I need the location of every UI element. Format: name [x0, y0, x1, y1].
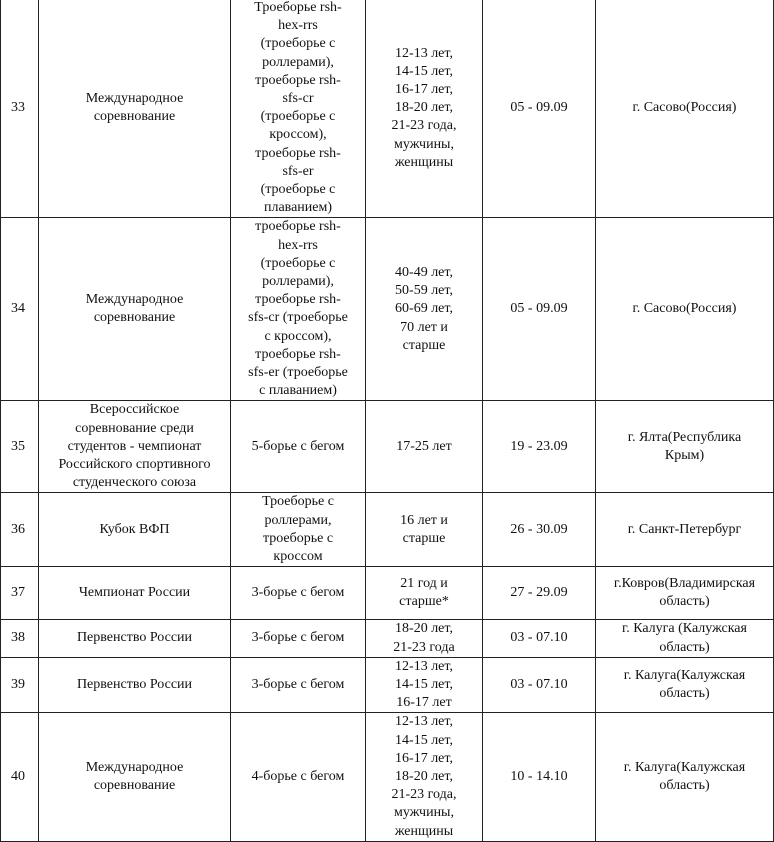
event-discipline: 3-борье с бегом — [231, 567, 366, 620]
event-age-groups: 18-20 лет, 21-23 года — [366, 620, 483, 657]
event-name: Чемпионат России — [39, 567, 231, 620]
event-dates: 26 - 30.09 — [483, 493, 596, 567]
event-name: Международное соревнование — [39, 713, 231, 841]
event-age-groups: 40-49 лет, 50-59 лет, 60-69 лет, 70 лет и старше — [366, 218, 483, 401]
event-dates: 05 - 09.09 — [483, 0, 596, 218]
event-place: г. Сасово(Россия) — [596, 0, 774, 218]
event-age-groups: 12-13 лет, 14-15 лет, 16-17 лет, 18-20 лет, 21-23 года, мужчины, женщины — [366, 0, 483, 218]
table-row — [1, 218, 774, 401]
event-name: Кубок ВФП — [39, 493, 231, 567]
table-row — [1, 567, 774, 620]
event-name: Первенство России — [39, 657, 231, 713]
row-number: 34 — [1, 218, 39, 401]
event-discipline: троеборье rsh- hex-rrs (троеборье с роллерами), троеборье rsh- sfs-cr (троеборье с кроссом), троеборье rsh- sfs-er (троеборье с плаванием) — [231, 218, 366, 401]
event-discipline: 5-борье с бегом — [231, 401, 366, 493]
event-discipline: 4-борье с бегом — [231, 713, 366, 841]
row-number: 38 — [1, 620, 39, 657]
row-number: 39 — [1, 657, 39, 713]
table-row — [1, 713, 774, 841]
table-row — [1, 657, 774, 713]
table-row — [1, 401, 774, 493]
event-place: г. Калуга(Калужская область) — [596, 713, 774, 841]
row-number: 37 — [1, 567, 39, 620]
event-dates: 27 - 29.09 — [483, 567, 596, 620]
event-place: г. Сасово(Россия) — [596, 218, 774, 401]
event-age-groups: 21 год и старше* — [366, 567, 483, 620]
table-row — [1, 0, 774, 218]
event-age-groups: 17-25 лет — [366, 401, 483, 493]
event-dates: 03 - 07.10 — [483, 620, 596, 657]
event-place: г. Санкт-Петербург — [596, 493, 774, 567]
event-age-groups: 16 лет и старше — [366, 493, 483, 567]
event-place: г. Калуга(Калужская область) — [596, 657, 774, 713]
event-dates: 03 - 07.10 — [483, 657, 596, 713]
event-age-groups: 12-13 лет, 14-15 лет, 16-17 лет — [366, 657, 483, 713]
event-dates: 19 - 23.09 — [483, 401, 596, 493]
event-discipline: 3-борье с бегом — [231, 657, 366, 713]
event-name: Международное соревнование — [39, 0, 231, 218]
event-dates: 10 - 14.10 — [483, 713, 596, 841]
row-number: 33 — [1, 0, 39, 218]
row-number: 40 — [1, 713, 39, 841]
event-place: г. Ялта(Республика Крым) — [596, 401, 774, 493]
event-discipline: Троеборье rsh- hex-rrs (троеборье с роллерами), троеборье rsh- sfs-cr (троеборье с кроссом), троеборье rsh- sfs-er (троеборье с плаванием) — [231, 0, 366, 218]
row-number: 35 — [1, 401, 39, 493]
event-place: г.Ковров(Владимирская область) — [596, 567, 774, 620]
event-name: Международное соревнование — [39, 218, 231, 401]
event-age-groups: 12-13 лет, 14-15 лет, 16-17 лет, 18-20 лет, 21-23 года, мужчины, женщины — [366, 713, 483, 841]
table-row — [1, 620, 774, 657]
table-row — [1, 493, 774, 567]
event-discipline: 3-борье с бегом — [231, 620, 366, 657]
event-name: Всероссийское соревнование среди студентов - чемпионат Российского спортивного студенческого союза — [39, 401, 231, 493]
event-dates: 05 - 09.09 — [483, 218, 596, 401]
event-discipline: Троеборье с роллерами, троеборье с кроссом — [231, 493, 366, 567]
event-place: г. Калуга (Калужская область) — [596, 620, 774, 657]
row-number: 36 — [1, 493, 39, 567]
event-name: Первенство России — [39, 620, 231, 657]
